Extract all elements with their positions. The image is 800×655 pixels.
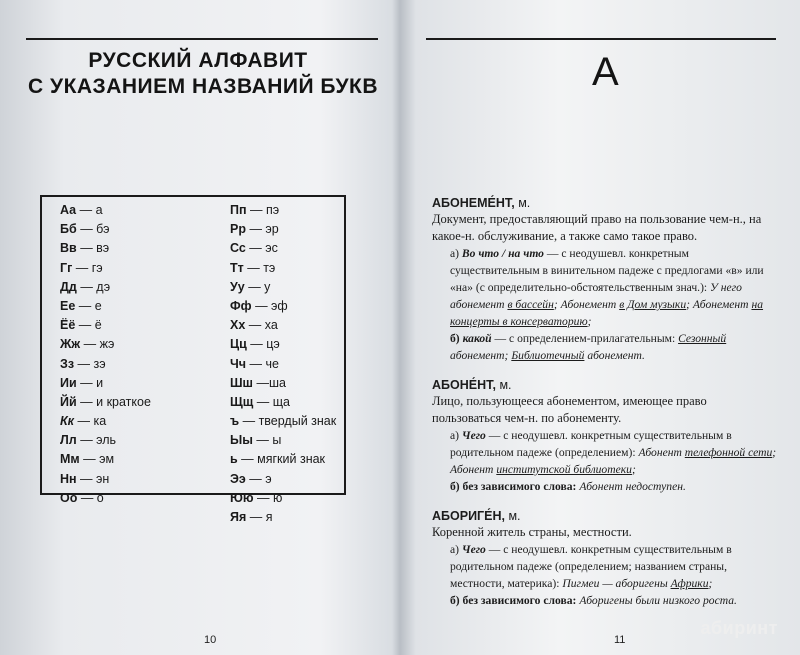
entry-abonent [432, 378, 778, 495]
alphabet-row: ь — мягкий знак [230, 452, 326, 467]
alphabet-row: Нн — эн [60, 471, 110, 486]
usage-b: б) без зависимого слова: Абонент недоступен. [450, 480, 686, 493]
alphabet-row: Лл — эль [60, 433, 117, 448]
headword: АБОРИГЕ́Н, м. [432, 509, 521, 523]
alphabet-table [40, 195, 346, 524]
alphabet-row: Фф — эф [230, 298, 288, 313]
alphabet-row: Цц — цэ [230, 337, 280, 352]
section-letter: А [592, 50, 619, 94]
definition: Документ, предоставляющий право на пользование чем-н., на какое-н. обслуживание, а также само такое право. [432, 212, 762, 243]
alphabet-row: Вв — вэ [60, 241, 110, 256]
headword: АБОНЕ́НТ, м. [432, 378, 512, 392]
alphabet-row: Мм — эм [60, 452, 115, 467]
alphabet-row: Юю — ю [230, 490, 283, 505]
alphabet-row: Оо — о [60, 490, 104, 505]
dictionary-entries [432, 196, 778, 623]
page-number-right: 11 [614, 634, 626, 646]
alphabet-row: Ыы — ы [230, 433, 282, 448]
alphabet-row: Сс — эс [230, 241, 278, 256]
alphabet-row: Зз — зэ [60, 356, 106, 371]
alphabet-column-right [230, 201, 336, 527]
alphabet-row: Дд — дэ [60, 279, 111, 294]
alphabet-row: Пп — пэ [230, 203, 280, 217]
alphabet-row: ъ — твердый знак [230, 414, 337, 429]
alphabet-row: Ёё — ё [60, 318, 102, 333]
alphabet-row: Уу — у [230, 279, 271, 294]
alphabet-row: Рр — эр [230, 222, 279, 237]
right-page [402, 0, 800, 655]
alphabet-row: Щщ — ща [230, 394, 290, 409]
usage-a: а) Во что / на что — с неодушевл. конкретным существительным в винительном падеже с предлогами «в» или «на» (с определительно-обстоятельственным знач.): У него абонемент в бассейн; Абонемент в Дом музыки; Абонемент на концерты в консерваторию; [450, 247, 764, 328]
entry-abonement [432, 196, 778, 364]
alphabet-row: Йй — и краткое [60, 394, 151, 409]
definition: Лицо, пользующееся абонементом, имеющее право пользоваться чем-н. по абонементу. [432, 394, 707, 425]
alphabet-row: Бб — бэ [60, 222, 110, 237]
usage-b: б) без зависимого слова: Аборигены были низкого роста. [450, 594, 737, 607]
top-rule [26, 38, 378, 40]
alphabet-row: Шш —ша [230, 375, 286, 390]
top-rule [426, 38, 776, 40]
alphabet-row: Яя — я [230, 510, 273, 524]
alphabet-row: Аа — а [60, 203, 103, 217]
alphabet-row: Тт — тэ [230, 260, 276, 275]
title-line-1: РУССКИЙ АЛФАВИТ [88, 49, 308, 72]
alphabet-row: Кк — ка [60, 414, 107, 429]
entry-aborigen [432, 509, 778, 609]
definition: Коренной житель страны, местности. [432, 525, 632, 539]
headword: АБОНЕМЕ́НТ, м. [432, 196, 531, 210]
alphabet-row: Ее — е [60, 298, 102, 313]
usage-a: а) Чего — с неодушевл. конкретным существительным в родительном падеже (определением; названием страны, местности, материка): Пигмеи — аборигены Африки; [450, 543, 732, 590]
alphabet-title [28, 48, 379, 100]
page-number-left: 10 [204, 634, 217, 646]
title-line-2: С УКАЗАНИЕМ НАЗВАНИЙ БУКВ [28, 75, 379, 98]
watermark-logo: абиринт [700, 618, 778, 638]
alphabet-row: Жж — жэ [60, 337, 115, 352]
alphabet-row: Ии — и [60, 375, 104, 390]
alphabet-row: Чч — че [230, 356, 279, 371]
usage-a: а) Чего — с неодушевл. конкретным существительным в родительном падеже (определением): Абонент телефонной сети; Абонент институтской библиотеки; [450, 429, 777, 476]
alphabet-column-left [60, 201, 151, 508]
usage-b: б) какой — с определением-прилагательным: Сезонный абонемент; Библиотечный абонемент. [450, 332, 727, 362]
left-page [0, 0, 398, 655]
alphabet-row: Гг — гэ [60, 260, 103, 275]
alphabet-row: Ээ — э [230, 471, 272, 486]
alphabet-row: Хх — ха [230, 318, 278, 333]
